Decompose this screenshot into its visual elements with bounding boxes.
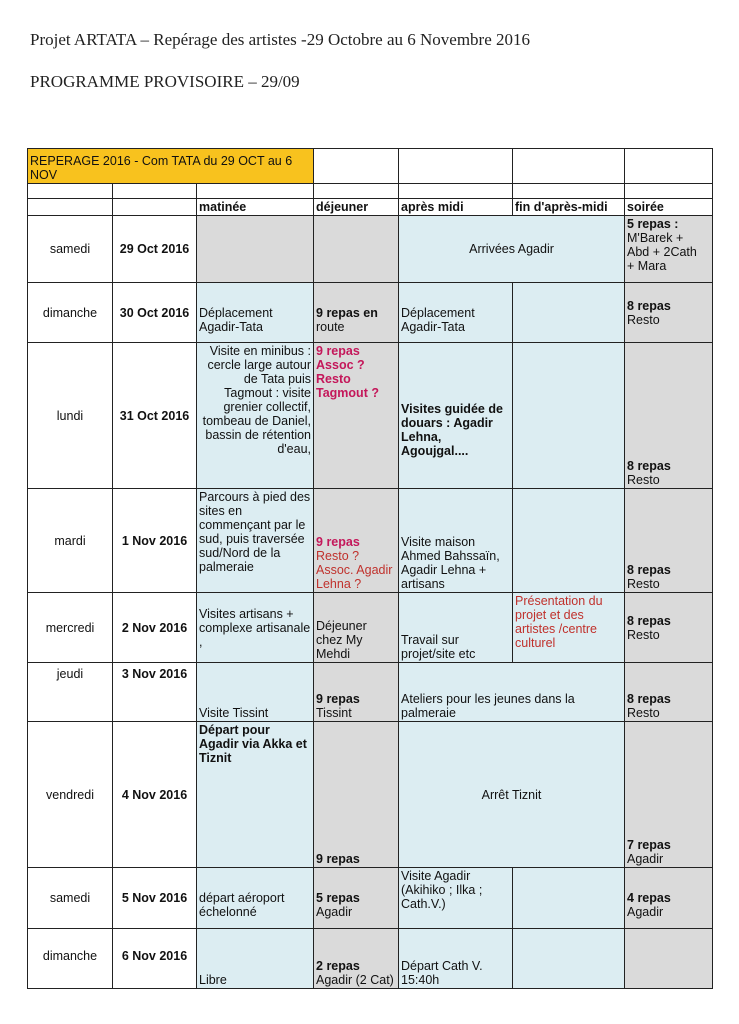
soiree-cell bbox=[625, 283, 713, 343]
dejeuner-cell bbox=[314, 343, 399, 489]
matinee-cell bbox=[197, 929, 314, 989]
matinee-cell bbox=[197, 593, 314, 663]
table-row bbox=[28, 929, 713, 989]
cell-line: échelonné bbox=[199, 905, 257, 919]
cell-line: culturel bbox=[515, 636, 556, 650]
cell-line: Déplacement bbox=[199, 305, 273, 320]
column-header-row bbox=[28, 199, 713, 216]
apres-midi-cell bbox=[399, 929, 513, 989]
fin-apres-midi-cell bbox=[513, 593, 625, 663]
cell-text: Libre bbox=[199, 973, 227, 987]
cell-line: Agadir (2 Cat) bbox=[316, 973, 394, 987]
cell-line: Visite Agadir bbox=[401, 869, 471, 883]
table-row bbox=[28, 663, 713, 722]
apres-midi-cell bbox=[399, 343, 513, 489]
day-cell: mardi bbox=[28, 489, 113, 593]
cell-line: Parcours à pied des bbox=[199, 490, 311, 504]
day-cell: dimanche bbox=[28, 283, 113, 343]
fin-apres-midi-cell bbox=[513, 929, 625, 989]
cell-line: Resto bbox=[627, 577, 660, 591]
cell-line: Agadir via Akka et bbox=[199, 737, 307, 751]
matinee-cell bbox=[197, 283, 314, 343]
cell-line: Agoujgal.... bbox=[401, 443, 469, 458]
fin-apres-midi-cell bbox=[513, 868, 625, 929]
document-title: Projet ARTATA – Repérage des artistes -29 Octobre au 6 Novembre 2016 bbox=[30, 30, 530, 49]
cell-line: 8 repas bbox=[627, 613, 671, 628]
cell-line: Présentation du bbox=[515, 594, 603, 608]
day-cell: vendredi bbox=[28, 722, 113, 868]
fin-apres-midi-cell bbox=[513, 283, 625, 343]
cell-line: complexe artisanale bbox=[199, 620, 311, 635]
cell-line: Resto bbox=[627, 627, 660, 642]
day-cell: jeudi bbox=[28, 663, 113, 722]
cell-line: douars : Agadir bbox=[401, 415, 493, 430]
dejeuner-cell bbox=[314, 722, 399, 868]
table-row bbox=[28, 216, 713, 283]
header-fin-apres-midi: fin d'après-midi bbox=[513, 199, 625, 216]
cell-line: Assoc. Agadir bbox=[316, 563, 393, 577]
apres-midi-cell bbox=[399, 593, 513, 663]
schedule-table bbox=[27, 148, 713, 989]
empty-cell bbox=[513, 149, 625, 184]
cell-line: 8 repas bbox=[627, 298, 671, 313]
soiree-cell bbox=[625, 216, 713, 283]
cell-line: 9 repas bbox=[316, 535, 360, 549]
cell-line: Abd + 2Cath bbox=[627, 245, 697, 259]
cell-line: M'Barek + bbox=[627, 231, 684, 245]
cell-line: commençant par le bbox=[199, 518, 306, 532]
cell-line: Visites guidée de bbox=[401, 401, 503, 416]
cell-text: 9 repas bbox=[316, 852, 360, 866]
fin-apres-midi-cell bbox=[513, 489, 625, 593]
cell-line: Lehna ? bbox=[316, 577, 362, 591]
cell-line: Départ pour bbox=[199, 723, 270, 737]
cell-line: chez My bbox=[316, 633, 363, 647]
empty-cell bbox=[625, 149, 713, 184]
cell-text: Visite Tissint bbox=[199, 706, 269, 720]
dejeuner-cell bbox=[314, 283, 399, 343]
date-cell: 4 Nov 2016 bbox=[113, 722, 197, 868]
dejeuner-cell bbox=[314, 216, 399, 283]
cell-line: 5 repas : bbox=[627, 217, 679, 231]
banner-row bbox=[28, 149, 713, 184]
date-cell: 3 Nov 2016 bbox=[113, 663, 197, 722]
apres-midi-cell bbox=[399, 283, 513, 343]
soiree-cell bbox=[625, 489, 713, 593]
day-cell: lundi bbox=[28, 343, 113, 489]
table-row bbox=[28, 593, 713, 663]
cell-line: Ahmed Bahssaïn, bbox=[401, 549, 500, 563]
banner-text: REPERAGE 2016 - Com TATA du 29 OCT au 6 NOV bbox=[30, 154, 293, 182]
soiree-cell bbox=[625, 343, 713, 489]
cell-line: Agadir bbox=[316, 905, 353, 919]
header-apres-midi: après midi bbox=[399, 199, 513, 216]
cell-line: palmeraie bbox=[199, 560, 254, 574]
date-cell: 30 Oct 2016 bbox=[113, 283, 197, 343]
cell-text: Arrêt Tiznit bbox=[481, 787, 542, 802]
matinee-cell bbox=[197, 489, 314, 593]
cell-line: sites en bbox=[199, 504, 243, 518]
cell-line: (Akihiko ; Ilka ; bbox=[401, 883, 483, 897]
cell-line: Agadir bbox=[627, 852, 664, 866]
cell-line: Cath.V.) bbox=[401, 897, 446, 911]
dejeuner-cell bbox=[314, 929, 399, 989]
cell-line: bassin de rétention bbox=[205, 428, 312, 442]
cell-line: Resto bbox=[627, 473, 660, 487]
banner-cell bbox=[28, 149, 314, 184]
day-cell: samedi bbox=[28, 868, 113, 929]
cell-line: 15:40h bbox=[401, 973, 440, 987]
document-subtitle: PROGRAMME PROVISOIRE – 29/09 bbox=[30, 72, 300, 91]
matinee-cell bbox=[197, 663, 314, 722]
apres-midi-cell bbox=[399, 216, 625, 283]
cell-line: 8 repas bbox=[627, 563, 671, 577]
cell-line: Déplacement bbox=[401, 305, 475, 320]
table-row bbox=[28, 868, 713, 929]
cell-line: Travail sur bbox=[401, 633, 459, 647]
cell-line: cercle large autour bbox=[207, 358, 312, 372]
cell-line: Tagmout ? bbox=[316, 386, 379, 400]
cell-line: route bbox=[316, 319, 345, 334]
spacer-row bbox=[28, 184, 713, 199]
table-row bbox=[28, 722, 713, 868]
cell-line: Assoc ? bbox=[316, 358, 365, 372]
cell-line: sud/Nord de la bbox=[199, 546, 281, 560]
cell-line: Tiznit bbox=[199, 751, 232, 765]
cell-line: Tagmout : visite bbox=[224, 386, 312, 400]
apres-midi-cell bbox=[399, 868, 513, 929]
cell-line: 9 repas en bbox=[316, 305, 378, 320]
cell-line: tombeau de Daniel, bbox=[202, 414, 312, 428]
cell-line: Visites artisans + bbox=[199, 606, 294, 621]
dejeuner-cell bbox=[314, 593, 399, 663]
date-cell: 6 Nov 2016 bbox=[113, 929, 197, 989]
date-cell: 5 Nov 2016 bbox=[113, 868, 197, 929]
cell-line: 7 repas bbox=[627, 838, 671, 852]
cell-line: Resto ? bbox=[316, 549, 360, 563]
apres-midi-cell bbox=[399, 722, 625, 868]
cell-line: 2 repas bbox=[316, 959, 360, 973]
cell-text: Arrivées Agadir bbox=[469, 242, 554, 256]
cell-line: Visite maison bbox=[401, 535, 476, 549]
cell-line: , bbox=[199, 634, 203, 649]
cell-line: Agadir-Tata bbox=[199, 319, 263, 334]
soiree-cell bbox=[625, 593, 713, 663]
cell-line: sud, puis traversée bbox=[199, 532, 305, 546]
cell-line: départ aéroport bbox=[199, 891, 285, 905]
day-cell: dimanche bbox=[28, 929, 113, 989]
cell-line: Visite en minibus : bbox=[209, 344, 312, 358]
apres-midi-cell bbox=[399, 663, 625, 722]
cell-line: 8 repas bbox=[627, 692, 671, 706]
cell-line: Déjeuner bbox=[316, 619, 367, 633]
soiree-cell bbox=[625, 868, 713, 929]
date-cell: 29 Oct 2016 bbox=[113, 216, 197, 283]
cell-line: 9 repas bbox=[316, 692, 360, 706]
matinee-cell bbox=[197, 343, 314, 489]
dejeuner-cell bbox=[314, 489, 399, 593]
dejeuner-cell bbox=[314, 868, 399, 929]
date-cell: 2 Nov 2016 bbox=[113, 593, 197, 663]
cell-line: artistes /centre bbox=[515, 622, 597, 636]
date-cell: 31 Oct 2016 bbox=[113, 343, 197, 489]
table-row bbox=[28, 489, 713, 593]
cell-line: Resto bbox=[627, 706, 660, 720]
matinee-cell bbox=[197, 216, 314, 283]
table-row bbox=[28, 283, 713, 343]
header-matinee: matinée bbox=[197, 199, 314, 216]
fin-apres-midi-cell bbox=[513, 343, 625, 489]
cell-line: Agadir Lehna + bbox=[401, 563, 487, 577]
day-cell: mercredi bbox=[28, 593, 113, 663]
cell-line: Resto bbox=[316, 372, 351, 386]
day-cell: samedi bbox=[28, 216, 113, 283]
cell-line: artisans bbox=[401, 577, 445, 591]
matinee-cell bbox=[197, 868, 314, 929]
cell-line: 4 repas bbox=[627, 891, 671, 905]
empty-cell bbox=[399, 149, 513, 184]
cell-line: + Mara bbox=[627, 259, 667, 273]
date-cell: 1 Nov 2016 bbox=[113, 489, 197, 593]
cell-line: 8 repas bbox=[627, 459, 671, 473]
cell-line: Départ Cath V. bbox=[401, 959, 483, 973]
dejeuner-cell bbox=[314, 663, 399, 722]
cell-line: palmeraie bbox=[401, 706, 456, 720]
cell-line: Resto bbox=[627, 312, 660, 327]
matinee-cell bbox=[197, 722, 314, 868]
cell-line: Agadir-Tata bbox=[401, 319, 465, 334]
cell-line: Lehna, bbox=[401, 429, 442, 444]
cell-line: Agadir bbox=[627, 905, 664, 919]
header-soiree: soirée bbox=[625, 199, 713, 216]
soiree-cell bbox=[625, 722, 713, 868]
cell-line: Mehdi bbox=[316, 647, 351, 661]
cell-line: projet/site etc bbox=[401, 647, 476, 661]
soiree-cell bbox=[625, 929, 713, 989]
cell-line: projet et des bbox=[515, 608, 584, 622]
cell-line: 5 repas bbox=[316, 891, 360, 905]
cell-line: Ateliers pour les jeunes dans la bbox=[401, 692, 575, 706]
cell-line: de Tata puis bbox=[243, 372, 312, 386]
cell-line: 9 repas bbox=[316, 344, 360, 358]
cell-line: d'eau, bbox=[277, 442, 312, 456]
cell-line: Tissint bbox=[316, 706, 352, 720]
empty-cell bbox=[314, 149, 399, 184]
table-row bbox=[28, 343, 713, 489]
apres-midi-cell bbox=[399, 489, 513, 593]
header-dejeuner: déjeuner bbox=[314, 199, 399, 216]
cell-line: grenier collectif, bbox=[223, 400, 312, 414]
soiree-cell bbox=[625, 663, 713, 722]
